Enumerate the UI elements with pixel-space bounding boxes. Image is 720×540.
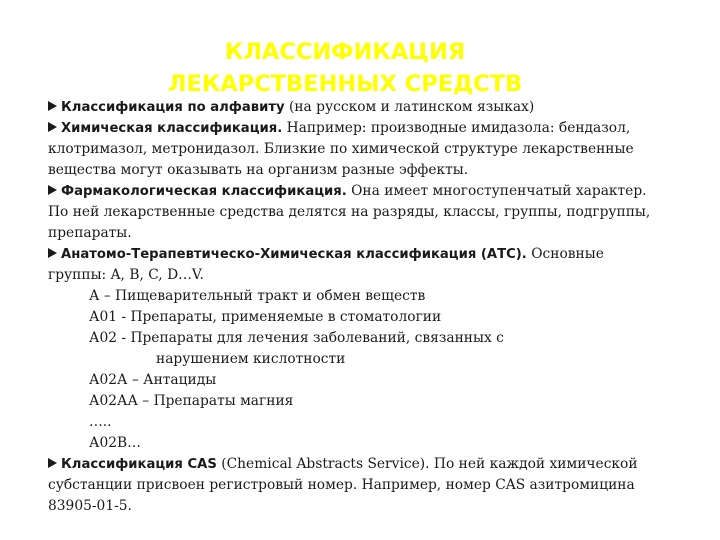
text-line: препараты. — [48, 225, 132, 241]
atc-item: А – Пищеварительный тракт и обмен веществ — [89, 288, 426, 304]
title-line-1: КЛАССИФИКАЦИЯ — [224, 39, 466, 65]
text-line: группы: A, B, C, D…V. — [48, 267, 204, 283]
title-line-2: ЛЕКАРСТВЕННЫХ СРЕДСТВ — [167, 71, 523, 97]
document-body — [48, 97, 698, 517]
atc-item: А01 - Препараты, применяемые в стоматологии — [89, 309, 442, 325]
section-pharmacological — [48, 181, 698, 244]
atc-item: А02А – Антациды — [89, 372, 217, 388]
triangle-right-icon — [48, 458, 57, 468]
atc-item: ….. — [89, 414, 112, 430]
text-line: вещества могут оказывать на организм разные эффекты. — [48, 162, 469, 178]
section-cas — [48, 454, 698, 517]
text-line: По ней лекарственные средства делятся на разряды, классы, группы, подгруппы, — [48, 204, 651, 220]
text-line: клотримазол, метронидазол. Близкие по химической структуре лекарственные — [48, 141, 634, 157]
triangle-right-icon — [48, 248, 57, 258]
section-heading: Фармакологическая классификация. — [61, 184, 347, 199]
atc-item: А02 - Препараты для лечения заболеваний, связанных с — [89, 330, 504, 346]
section-heading: Классификация CAS — [61, 457, 217, 472]
section-chemical — [48, 118, 698, 181]
text-line: субстанции присвоен регистровый номер. Например, номер CAS азитромицина — [48, 477, 635, 493]
section-text: Например: производные имидазола: бендазол, — [282, 120, 631, 136]
triangle-right-icon — [48, 101, 57, 111]
atc-item: А02АА – Препараты магния — [89, 393, 294, 409]
section-atc — [48, 244, 698, 454]
section-heading: Классификация по алфавиту — [61, 100, 285, 115]
triangle-right-icon — [48, 185, 57, 195]
atc-item: нарушением кислотности — [156, 351, 346, 367]
section-heading: Химическая классификация. — [61, 121, 283, 136]
section-text: Основные — [526, 246, 604, 262]
section-heading: Анатомо-Терапевтическо-Химическая классификация (АТС). — [61, 247, 527, 262]
section-text: (Chemical Abstracts Service). По ней каждой химической — [216, 456, 638, 472]
section-text: Она имеет многоступенчатый характер. — [346, 183, 647, 199]
page-title — [0, 36, 690, 100]
text-line: 83905-01-5. — [48, 498, 132, 514]
section-text: (на русском и латинском языках) — [284, 99, 535, 115]
atc-item: А02В… — [89, 435, 141, 451]
triangle-right-icon — [48, 122, 57, 132]
section-alphabet — [48, 97, 698, 118]
